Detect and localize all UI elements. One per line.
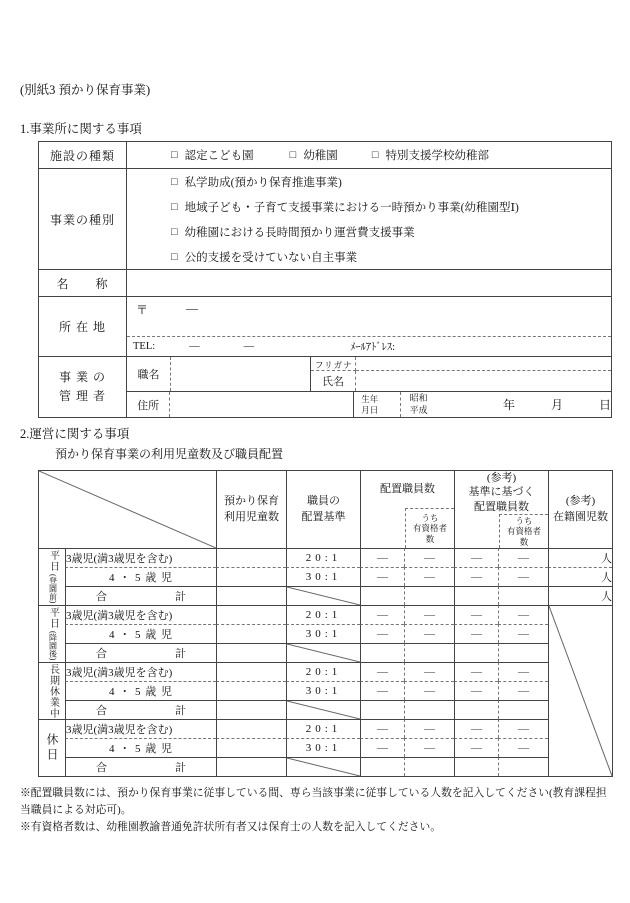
staff-count-value: ― [360, 567, 404, 586]
header-diagonal-cell [38, 470, 216, 548]
facility-option-yochien [290, 147, 338, 163]
standard-staff-value: ― [454, 605, 498, 624]
staff-qualified-value: ― [404, 719, 454, 738]
business-option-label: 公的支援を受けていない自主事業 [184, 251, 358, 264]
children-count-input[interactable] [216, 624, 286, 643]
standard-staff-value: ― [454, 681, 498, 700]
group-label-long-holiday: 長期休業中 [38, 662, 65, 719]
staff-standard-value: 30:1 [286, 624, 360, 643]
standard-qualified-value: ― [498, 719, 548, 738]
standard-staff-value: ― [454, 567, 498, 586]
children-count-input[interactable] [216, 586, 286, 605]
email-label: ﾒｰﾙｱﾄﾞﾚｽ: [350, 342, 396, 353]
standard-staff-input[interactable] [454, 700, 498, 719]
name-label: 名 称 [38, 269, 126, 296]
furigana-input[interactable] [356, 357, 611, 371]
standard-qualified-value: ― [498, 567, 548, 586]
facility-type-options [126, 141, 611, 168]
table-row-total [38, 643, 612, 662]
standard-qualified-value: ― [498, 738, 548, 757]
staff-count-value: ― [360, 662, 404, 681]
age-row-label: 4 ・ 5 歳 児 [65, 738, 216, 757]
staff-qualified-value: ― [404, 662, 454, 681]
table-row [38, 624, 612, 643]
diagonal-line-icon [287, 758, 360, 776]
table-row [38, 567, 612, 586]
checkbox-icon[interactable]: □ [171, 149, 178, 161]
diagonal-line-icon [287, 587, 360, 605]
table-row [38, 548, 612, 567]
staff-qualified-value: ― [404, 567, 454, 586]
staff-qualified-value: ― [404, 548, 454, 567]
footnote: ※配置職員数には、預かり保育事業に従事している間、専ら当該事業に従事している人数を記入してください(教育課程担当職員による対応可)。 [20, 787, 607, 816]
name-input-area[interactable] [126, 269, 611, 296]
standard-qualified-input[interactable] [498, 586, 548, 605]
enrolled-unit: 人 [548, 567, 612, 586]
tel-dash: ― [243, 341, 255, 352]
children-count-input[interactable] [216, 700, 286, 719]
footnotes [20, 785, 614, 836]
staffing-table [38, 470, 613, 777]
staff-qualified-input[interactable] [404, 700, 454, 719]
manager-name-input[interactable] [356, 371, 611, 391]
standard-qualified-value: ― [498, 662, 548, 681]
job-title-label: 職名 [127, 357, 171, 391]
age-row-label: 3歳児(満3歳児を含む) [65, 662, 216, 681]
enrolled-unit: 人 [548, 548, 612, 567]
diagonal-line-icon [287, 701, 360, 719]
staff-qualified-value: ― [404, 624, 454, 643]
staff-standard-value: 30:1 [286, 681, 360, 700]
staff-qualified-value: ― [404, 605, 454, 624]
staff-qualified-input[interactable] [404, 586, 454, 605]
staff-count-input[interactable] [360, 586, 404, 605]
standard-qualified-input[interactable] [498, 700, 548, 719]
standard-qualified-value: ― [498, 548, 548, 567]
age-row-label: 3歳児(満3歳児を含む) [65, 548, 216, 567]
header-standard-staff-group: (参考) 基準に基づく 配置職員数 うち 有資格者 数 [454, 470, 548, 548]
staff-qualified-input[interactable] [404, 643, 454, 662]
postal-dash: ― [186, 301, 199, 315]
group-label-weekday-after: 平日(降園後) [38, 605, 65, 662]
standard-qualified-input[interactable] [498, 643, 548, 662]
table-row [38, 738, 612, 757]
address-label: 所 在 地 [38, 296, 126, 356]
checkbox-icon[interactable]: □ [171, 175, 178, 188]
total-row-label: 合 計 [65, 757, 216, 776]
business-type-options [126, 168, 611, 269]
staff-count-input[interactable] [360, 700, 404, 719]
slash-cell [286, 586, 360, 605]
children-count-input[interactable] [216, 567, 286, 586]
children-count-input[interactable] [216, 643, 286, 662]
table-row [38, 662, 612, 681]
slash-cell [286, 700, 360, 719]
staff-count-value: ― [360, 719, 404, 738]
section2-subheading: 預かり保育事業の利用児童数及び職員配置 [55, 447, 284, 461]
enrolled-unit: 人 [548, 586, 612, 605]
manager-name-label: 氏名 [311, 371, 356, 391]
staff-count-value: ― [360, 548, 404, 567]
checkbox-icon[interactable]: □ [289, 149, 297, 161]
slash-cell [286, 643, 360, 662]
address-area [126, 296, 611, 356]
facility-option-label: 特別支援学校幼稚部 [385, 150, 489, 162]
facility-type-label: 施設の種類 [38, 141, 126, 168]
business-option-shigaku [127, 169, 611, 194]
age-row-label: 4 ・ 5 歳 児 [65, 567, 216, 586]
office-info-table [38, 141, 612, 418]
age-row-label: 3歳児(満3歳児を含む) [65, 719, 216, 738]
header-qualified-count: うち 有資格者 数 [499, 514, 548, 548]
tel-dash: ― [189, 341, 200, 352]
manager-address-label: 住所 [127, 392, 170, 417]
staff-count-input[interactable] [360, 643, 404, 662]
staff-count-input[interactable] [360, 757, 404, 776]
furigana-label: フリガナ [311, 357, 356, 371]
postal-mark: 〒 [136, 303, 149, 317]
business-option-jishu [127, 244, 611, 269]
page-title: (別紙3 預かり保育事業) [20, 83, 151, 97]
facility-option-label: 認定こども園 [184, 150, 254, 162]
section2-heading: 2.運営に関する事項 [20, 427, 130, 441]
birthdate-input[interactable] [451, 392, 611, 417]
table-row [38, 719, 612, 738]
footnote: ※有資格者数は、幼稚園教諭普通免許状所有者又は保育士の人数を記入してください。 [20, 821, 442, 833]
facility-option-label: 幼稚園 [303, 150, 338, 162]
header-staff-standard: 職員の 配置基準 [286, 470, 360, 548]
diagonal-line-icon [287, 644, 360, 662]
business-option-chiiki [127, 194, 611, 219]
business-option-label: 地域子ども・子育て支援事業における一時預かり事業(幼稚園型Ⅰ) [184, 201, 519, 214]
standard-staff-value: ― [454, 548, 498, 567]
checkbox-icon[interactable]: □ [171, 200, 178, 213]
year-unit: 年 [502, 398, 515, 412]
table-row [38, 605, 612, 624]
table-row-total [38, 586, 612, 605]
header-children-count: 預かり保育 利用児童数 [216, 470, 286, 548]
checkbox-icon[interactable]: □ [171, 225, 178, 238]
diagonal-line-icon [39, 471, 216, 548]
standard-qualified-value: ― [498, 681, 548, 700]
manager-area [126, 356, 611, 417]
staff-count-value: ― [360, 605, 404, 624]
standard-staff-input[interactable] [454, 643, 498, 662]
postal-address-input[interactable] [127, 297, 611, 337]
age-row-label: 4 ・ 5 歳 児 [65, 681, 216, 700]
children-count-input[interactable] [216, 757, 286, 776]
staff-standard-value: 30:1 [286, 567, 360, 586]
facility-option-tokubetsu [372, 147, 489, 163]
total-row-label: 合 計 [65, 586, 216, 605]
table-row-total [38, 757, 612, 776]
children-count-input[interactable] [216, 738, 286, 757]
staff-count-value: ― [360, 681, 404, 700]
group-label-holiday: 休日 [38, 719, 65, 776]
staff-standard-value: 20:1 [286, 548, 360, 567]
children-count-input[interactable] [216, 605, 286, 624]
tel-email-row [127, 337, 611, 356]
birthdate-label: 生年 月日 [353, 392, 399, 417]
staff-count-value: ― [360, 624, 404, 643]
staff-qualified-value: ― [404, 681, 454, 700]
total-row-label: 合 計 [65, 700, 216, 719]
standard-staff-value: ― [454, 738, 498, 757]
staff-qualified-input[interactable] [404, 757, 454, 776]
age-row-label: 4 ・ 5 歳 児 [65, 624, 216, 643]
job-title-input[interactable] [171, 357, 310, 391]
section1-heading: 1.事業所に関する事項 [20, 122, 142, 136]
standard-staff-value: ― [454, 624, 498, 643]
checkbox-icon[interactable]: □ [171, 250, 178, 263]
header-qualified-count: うち 有資格者 数 [405, 508, 454, 548]
table-row [38, 681, 612, 700]
total-row-label: 合 計 [65, 643, 216, 662]
checkbox-icon[interactable]: □ [371, 149, 379, 161]
standard-staff-value: ― [454, 662, 498, 681]
age-row-label: 3歳児(満3歳児を含む) [65, 605, 216, 624]
era-selector[interactable]: 昭和 平成 [400, 392, 451, 417]
business-option-label: 私学助成(預かり保育推進事業) [184, 176, 342, 189]
header-enrolled-count: (参考) 在籍園児数 [548, 470, 612, 548]
table-row-total [38, 700, 612, 719]
manager-label: 事 業 の 管 理 者 [38, 356, 126, 417]
tel-label: TEL: [133, 341, 156, 352]
standard-qualified-value: ― [498, 605, 548, 624]
diagonal-line-icon [549, 606, 612, 776]
staff-standard-value: 20:1 [286, 719, 360, 738]
day-unit: 日 [598, 398, 611, 412]
business-type-label: 事業の種別 [38, 168, 126, 269]
standard-staff-value: ― [454, 719, 498, 738]
header-staff-count-group: 配置職員数 うち 有資格者 数 [360, 470, 454, 548]
standard-qualified-value: ― [498, 624, 548, 643]
facility-option-kodomoen [171, 147, 254, 163]
enrolled-crossed-out-region [548, 605, 612, 776]
group-label-weekday-before: 平日(登園前) [38, 548, 65, 605]
manager-address-input[interactable] [170, 392, 353, 417]
standard-staff-input[interactable] [454, 586, 498, 605]
staff-count-value: ― [360, 738, 404, 757]
staff-qualified-value: ― [404, 738, 454, 757]
standard-staff-input[interactable] [454, 757, 498, 776]
slash-cell [286, 757, 360, 776]
business-option-chojikan [127, 219, 611, 244]
standard-qualified-input[interactable] [498, 757, 548, 776]
children-count-input[interactable] [216, 548, 286, 567]
staff-standard-value: 20:1 [286, 662, 360, 681]
business-option-label: 幼稚園における長時間預かり運営費支援事業 [184, 226, 415, 239]
staff-standard-value: 20:1 [286, 605, 360, 624]
staff-standard-value: 30:1 [286, 738, 360, 757]
children-count-input[interactable] [216, 681, 286, 700]
month-unit: 月 [550, 398, 563, 412]
children-count-input[interactable] [216, 719, 286, 738]
children-count-input[interactable] [216, 662, 286, 681]
